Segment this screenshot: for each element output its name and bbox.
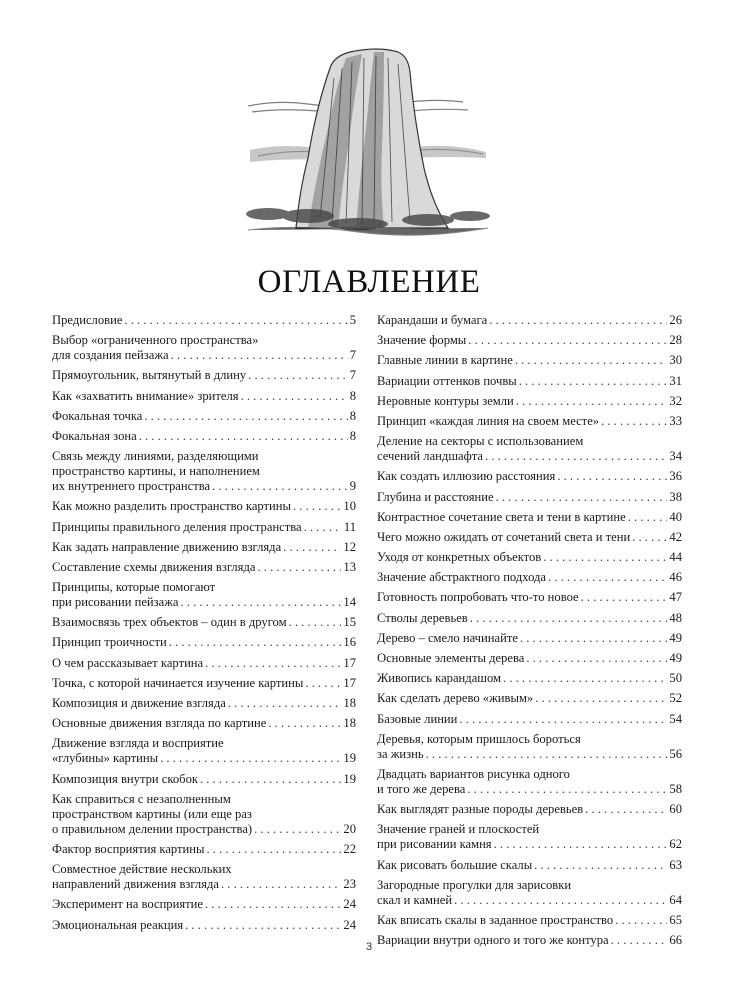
dot-leader [205, 897, 341, 912]
toc-entry-title-line: для создания пейзажа [52, 348, 169, 363]
dot-leader [248, 368, 348, 383]
dot-leader [519, 374, 668, 389]
toc-entry-title-line: Фокальная точка [52, 408, 143, 423]
toc-entry-page: 42 [669, 529, 682, 544]
toc-entry-page: 28 [669, 333, 682, 348]
toc-entry-title-line: Вариации внутри одного и того же контура [377, 933, 609, 948]
toc-entry [52, 499, 356, 514]
toc-entry-title-line: Основные элементы дерева [377, 651, 525, 665]
dot-leader [289, 615, 342, 630]
toc-entry-page: 63 [669, 857, 682, 872]
dot-leader [470, 611, 668, 626]
toc-entry-title-line: Эмоциональная реакция [52, 917, 184, 932]
toc-entry [52, 560, 356, 575]
toc-entry-page: 47 [669, 590, 682, 605]
toc-entry-page: 32 [669, 393, 682, 408]
toc-entry-page: 49 [669, 651, 682, 665]
toc-entry-title-line: Глубина и расстояние [377, 489, 494, 504]
toc-entry [377, 313, 682, 328]
toc-entry-title-line: Принципы правильного деления пространства [52, 519, 302, 534]
toc-entry-title-line: и того же дерева [377, 781, 466, 796]
toc-entry-page: 14 [343, 595, 356, 610]
toc-entry-page: 19 [343, 751, 356, 766]
dot-leader [293, 499, 341, 514]
toc-entry [52, 368, 356, 383]
toc-entry-title-line: Базовые линии [377, 711, 458, 726]
toc-entry-page: 66 [669, 933, 682, 948]
toc-entry [377, 394, 682, 409]
toc-entry [377, 631, 682, 646]
dot-leader [468, 333, 667, 348]
toc-entry [52, 520, 356, 535]
toc-entry-title-line: о правильном делении пространства) [52, 821, 253, 836]
toc-entry-page: 46 [669, 570, 682, 585]
dot-leader [557, 469, 667, 484]
page-title: ОГЛАВЛЕНИЕ [257, 264, 481, 300]
dot-leader [171, 348, 348, 363]
toc-entry [52, 313, 356, 328]
toc-entry-page: 49 [669, 630, 682, 645]
toc-entry-page: 18 [343, 716, 356, 731]
toc-entry [52, 389, 356, 404]
toc-entry [52, 792, 356, 837]
toc-entry [52, 676, 356, 691]
dot-leader [496, 490, 668, 505]
toc-entry-title-line: Принципы, которые помогают [52, 580, 216, 595]
toc-entry-title-line: Связь между линиями, разделяющими [52, 449, 259, 464]
dot-leader [494, 837, 668, 852]
toc-entry [377, 590, 682, 605]
dot-leader [283, 540, 341, 555]
toc-entry [52, 842, 356, 857]
toc-entry-title-line: пространство картины, и наполнением [52, 464, 260, 479]
toc-entry-title-line: при рисовании камня [377, 837, 492, 852]
toc-entry-page: 26 [669, 313, 682, 327]
toc-entry-page: 23 [343, 877, 356, 892]
dot-leader [228, 696, 342, 711]
dot-leader [628, 510, 668, 525]
toc-entry-title-line: Композиция и движение взгляда [52, 696, 226, 710]
toc-entry-title-line: Фактор восприятия картины [52, 841, 205, 856]
dot-leader [181, 595, 342, 610]
toc-entry-title-line: Контрастное сочетание света и тени в картине [377, 509, 626, 524]
toc-entry-title-line: Предисловие [52, 313, 123, 327]
toc-entry-title-line: Как выглядят разные породы деревьев [377, 802, 584, 817]
toc-column-left [52, 313, 356, 938]
toc-entry-title-line: Значение абстрактного подхода [377, 570, 547, 585]
toc-entry-title-line: Принцип «каждая линия на своем месте» [377, 413, 600, 428]
toc-entry-page: 50 [669, 671, 682, 686]
dot-leader [459, 712, 667, 727]
toc-entry-page: 24 [343, 917, 356, 932]
dot-leader [206, 842, 341, 857]
toc-entry [377, 712, 682, 727]
toc-entry [377, 732, 682, 762]
toc-entry-title-line: Как рисовать большие скалы [377, 857, 533, 872]
dot-leader [601, 414, 667, 429]
toc-entry [52, 333, 356, 363]
toc-entry-page: 19 [343, 771, 356, 786]
toc-entry-title-line: при рисовании пейзажа [52, 595, 179, 610]
toc-entry [52, 540, 356, 555]
toc-entry-title-line: Дерево – смело начинайте [377, 630, 518, 645]
toc-entry [377, 858, 682, 873]
toc-entry-page: 5 [349, 313, 356, 327]
toc-entry-title-line: Как задать направление движению взгляда [52, 539, 282, 554]
dot-leader [257, 560, 341, 575]
toc-entry-title-line: Карандаши и бумага [377, 313, 488, 327]
toc-entry [377, 414, 682, 429]
toc-entry [52, 656, 356, 671]
toc-entry-page: 31 [669, 373, 682, 388]
toc-entry [377, 510, 682, 525]
toc-entry [377, 530, 682, 545]
toc-entry-title-line: «глубины» картины [52, 751, 159, 766]
toc-entry-title-line: скал и камней [377, 892, 453, 907]
toc-entry [377, 822, 682, 852]
toc-entry-page: 10 [343, 499, 356, 514]
toc-entry-title-line: Составление схемы движения взгляда [52, 559, 256, 574]
toc-entry-page: 20 [343, 821, 356, 836]
toc-entry-title-line: Как создать иллюзию расстояния [377, 469, 556, 484]
dot-leader [515, 353, 668, 368]
toc-entry-page: 22 [343, 841, 356, 856]
toc-entry-page: 8 [349, 388, 356, 403]
toc-entry-page: 12 [343, 539, 356, 554]
toc-entry-page: 60 [669, 802, 682, 817]
toc-entry-title-line: Прямоугольник, вытянутый в длину [52, 368, 247, 383]
dot-leader [212, 479, 348, 494]
toc-entry-page: 33 [669, 413, 682, 428]
toc-entry-title-line: Главные линии в картине [377, 353, 513, 368]
toc-entry-page: 17 [343, 675, 356, 690]
toc-entry-title-line: Живопись карандашом [377, 671, 502, 686]
toc-entry-title-line: Значение граней и плоскостей [377, 822, 540, 837]
toc-entry-page: 18 [343, 696, 356, 710]
toc-entry [377, 469, 682, 484]
dot-leader [467, 782, 667, 797]
dot-leader [205, 656, 341, 671]
toc-entry-title-line: Деление на секторы с использованием [377, 434, 584, 449]
dot-leader [304, 520, 342, 535]
toc-entry [52, 897, 356, 912]
dot-leader [548, 570, 667, 585]
rock-formation-illustration [238, 38, 496, 238]
toc-entry-title-line: Совместное действие нескольких [52, 862, 232, 877]
toc-entry-title-line: Точка, с которой начинается изучение картины [52, 675, 304, 690]
toc-entry-page: 11 [343, 519, 356, 534]
toc-entry [52, 918, 356, 933]
dot-leader [139, 429, 348, 444]
toc-entry-page: 13 [343, 559, 356, 574]
dot-leader [169, 635, 342, 650]
dot-leader [200, 772, 341, 787]
toc-entry-title-line: Принцип троичности [52, 635, 167, 650]
toc-entry-page: 64 [669, 892, 682, 907]
toc-entry-page: 54 [669, 711, 682, 726]
toc-entry-title-line: Как сделать дерево «живым» [377, 691, 534, 706]
toc-entry [377, 671, 682, 686]
toc-entry-page: 48 [669, 610, 682, 625]
toc-entry-title-line: Как справиться с незаполненным [52, 791, 231, 806]
toc-entry [377, 691, 682, 706]
dot-leader [543, 550, 667, 565]
toc-entry-page: 44 [669, 550, 682, 565]
dot-leader [305, 676, 341, 691]
toc-entry [52, 772, 356, 787]
toc-entry-title-line: О чем рассказывает картина [52, 655, 204, 670]
toc-entry [377, 913, 682, 928]
toc-entry-title-line: Значение формы [377, 333, 467, 348]
dot-leader [535, 691, 667, 706]
dot-leader [254, 822, 341, 837]
toc-entry [52, 696, 356, 711]
toc-entry-page: 7 [349, 348, 356, 363]
toc-entry-page: 8 [349, 428, 356, 443]
toc-entry [377, 434, 682, 464]
toc-entry-title-line: Композиция внутри скобок [52, 771, 198, 786]
toc-column-right [377, 313, 682, 953]
toc-entry-title-line: пространством картины (или еще раз [52, 806, 252, 821]
toc-entry-title-line: Взаимосвязь трех объектов – один в другом [52, 615, 287, 630]
toc-entry [377, 767, 682, 797]
toc-entry-title-line: Чего можно ожидать от сочетаний света и тени [377, 529, 631, 544]
toc-entry [52, 736, 356, 766]
toc-entry-title-line: сечений ландшафта [377, 449, 484, 464]
toc-entry [52, 449, 356, 494]
toc-entry-page: 9 [349, 479, 356, 494]
toc-entry [52, 409, 356, 424]
toc-entry-page: 15 [343, 615, 356, 630]
dot-leader [268, 716, 341, 731]
toc-entry-page: 7 [349, 368, 356, 383]
dot-leader [489, 313, 667, 328]
dot-leader [615, 913, 667, 928]
dot-leader [426, 747, 668, 762]
toc-entry [52, 716, 356, 731]
toc-entry-page: 65 [669, 912, 682, 927]
toc-entry-title-line: за жизнь [377, 746, 424, 761]
toc-entry [377, 550, 682, 565]
toc-entry [377, 490, 682, 505]
toc-entry [377, 611, 682, 626]
toc-entry-title-line: Выбор «ограниченного пространства» [52, 333, 259, 348]
toc-entry-page: 16 [343, 635, 356, 650]
toc-entry [52, 615, 356, 630]
dot-leader [221, 877, 341, 892]
toc-entry-title-line: Как вписать скалы в заданное пространство [377, 912, 614, 927]
dot-leader [520, 631, 667, 646]
toc-entry [377, 570, 682, 585]
toc-entry-title-line: Деревья, которым пришлось бороться [377, 731, 581, 746]
dot-leader [516, 394, 668, 409]
toc-entry-title-line: Уходя от конкретных объектов [377, 550, 542, 565]
toc-entry [377, 651, 682, 666]
dot-leader [581, 590, 668, 605]
dot-leader [585, 802, 667, 817]
dot-leader [124, 313, 347, 328]
toc-entry [52, 635, 356, 650]
dot-leader [454, 893, 667, 908]
toc-entry-title-line: Эксперимент на восприятие [52, 897, 203, 912]
toc-entry-page: 62 [669, 837, 682, 852]
dot-leader [485, 449, 667, 464]
toc-entry-title-line: Основные движения взгляда по картине [52, 716, 267, 731]
toc-entry-title-line: Как «захватить внимание» зрителя [52, 388, 239, 403]
dot-leader [632, 530, 667, 545]
dot-leader [185, 918, 341, 933]
dot-leader [160, 751, 341, 766]
toc-entry-title-line: Загородные прогулки для зарисовки [377, 877, 572, 892]
toc-entry-page: 40 [669, 509, 682, 524]
toc-entry-title-line: Движение взгляда и восприятие [52, 736, 224, 751]
toc-entry [377, 802, 682, 817]
page-number: 3 [365, 941, 373, 953]
toc-entry-title-line: Готовность попробовать что-то новое [377, 590, 579, 605]
toc-entry-title-line: Двадцать вариантов рисунка одного [377, 766, 570, 781]
toc-entry-page: 36 [669, 469, 682, 484]
toc-entry-title-line: их внутреннего пространства [52, 479, 211, 494]
dot-leader [144, 409, 347, 424]
toc-entry [377, 353, 682, 368]
toc-entry-page: 58 [669, 781, 682, 796]
toc-entry-page: 38 [669, 489, 682, 504]
toc-entry-page: 34 [669, 449, 682, 464]
toc-entry [52, 580, 356, 610]
toc-entry-page: 52 [669, 691, 682, 706]
toc-entry-page: 56 [669, 746, 682, 761]
toc-entry [52, 862, 356, 892]
toc-entry [377, 333, 682, 348]
toc-entry-page: 30 [669, 353, 682, 368]
toc-entry-page: 17 [343, 655, 356, 670]
toc-entry [377, 878, 682, 908]
toc-entry-title-line: направлений движения взгляда [52, 877, 219, 892]
dot-leader [503, 671, 667, 686]
toc-entry-page: 8 [349, 408, 356, 423]
toc-entry-title-line: Неровные контуры земли [377, 393, 514, 408]
toc-entry [52, 429, 356, 444]
toc-entry [377, 374, 682, 389]
dot-leader [526, 651, 667, 666]
toc-entry-title-line: Как можно разделить пространство картины [52, 499, 291, 514]
toc-entry-title-line: Фокальная зона [52, 428, 137, 443]
dot-leader [534, 858, 667, 873]
dot-leader [241, 389, 348, 404]
toc-entry-title-line: Стволы деревьев [377, 610, 468, 625]
toc-entry-page: 24 [343, 897, 356, 912]
toc-entry-title-line: Вариации оттенков почвы [377, 373, 517, 388]
